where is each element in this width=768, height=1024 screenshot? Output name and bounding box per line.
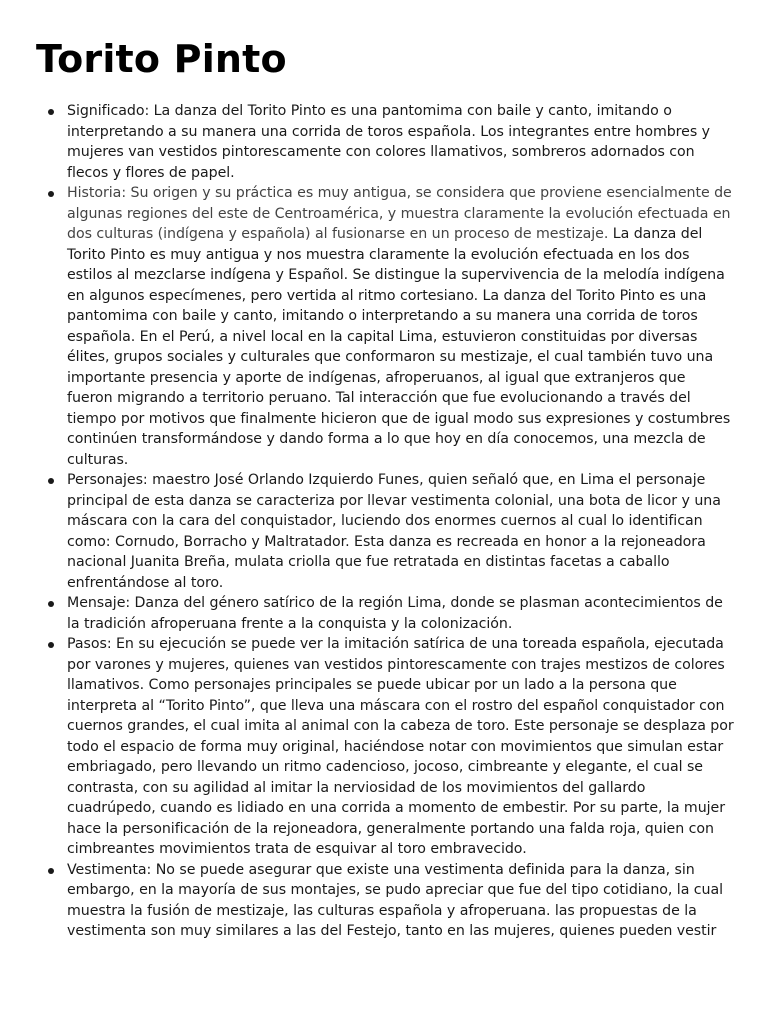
bullet-icon xyxy=(48,191,54,197)
bullet-icon xyxy=(48,642,54,648)
list-item-mensaje xyxy=(48,593,734,634)
list-item-text: Personajes: maestro José Orlando Izquierdo Funes, quien señaló que, en Lima el personaje principal de esta danza se caracteriza por llevar vestimenta colonial, una bota de licor y una máscara con la cara del conquistador, luciendo dos enormes cuernos al cual lo identifican como: Cornudo, Borracho y Maltratador. Esta danza es recreada en honor a la rejoneadora nacional Juanita Breña, mulata criolla que fue retratada en distintas facetas a caballo enfrentándose al toro. xyxy=(67,472,721,591)
list-item-text-history: La danza del Torito Pinto es muy antigua y nos muestra claramente la evolución efectuada en los dos estilos al mezclarse indígena y Español. Se distingue la supervivencia de la melodía indígena en algunos especímenes, pero vertida al ritmo cortesiano. La danza del Torito Pinto es una pantomima con baile y canto, imitando o interpretando a su manera una corrida de toros española. En el Perú, a nivel local en la capital Lima, estuvieron constituidas por diversas élites, grupos sociales y culturales que conformaron su mestizaje, el cual también tuvo una importante presencia y aporte de indígenas, afroperuanos, al igual que extranjeros que fueron migrando a territorio peruano. Tal interacción que fue evolucionando a través del tiempo por motivos que finalmente hicieron que de igual modo sus expresiones y costumbres continúen transformándose y dando forma a lo que hoy en día conocemos, una mezcla de culturas. xyxy=(67,226,731,468)
list-item-pasos xyxy=(48,634,734,860)
bullet-icon xyxy=(48,109,54,115)
bullet-list xyxy=(48,101,734,942)
bullet-icon xyxy=(48,601,54,607)
bullet-icon xyxy=(48,868,54,874)
list-item-text: Vestimenta: No se puede asegurar que existe una vestimenta definida para la danza, sin embargo, en la mayoría de sus montajes, se pudo apreciar que fue del tipo cotidiano, la cual muestra la fusión de mestizaje, las culturas española y afroperuana. las propuestas de la vestimenta son muy similares a las del Festejo, tanto en las mujeres, quienes pueden vestir xyxy=(67,861,724,939)
list-item-text: Mensaje: Danza del género satírico de la región Lima, donde se plasman acontecimientos de la tradición afroperuana frente a la conquista y la colonización. xyxy=(67,595,723,632)
page-title: Torito Pinto xyxy=(36,37,287,81)
list-item-historia xyxy=(48,183,734,470)
list-item-text-origin: Historia: Su origen y su práctica es muy antigua, se considera que proviene esencialmente de algunas regiones del este de Centroamérica, y muestra claramente la evolución efectuada en dos culturas (indígena y española) al fusionarse en un proceso de mestizaje. xyxy=(67,185,732,242)
list-item-text: Pasos: En su ejecución se puede ver la imitación satírica de una toreada española, ejecutada por varones y mujeres, quienes van vestidos pintorescamente con trajes mestizos de colores llamativos. Como personajes principales se puede ubicar por un lado a la persona que interpreta al “Torito Pinto”, que lleva una máscara con el rostro del español conquistador con cuernos grandes, el cual imita al animal con la cabeza de toro. Este personaje se desplaza por todo el espacio de forma muy original, haciéndose notar con movimientos que simulan estar embriagado, pero llevando un ritmo cadencioso, jocoso, cimbreante y elegante, el cual se contrasta, con su agilidad al imitar la nerviosidad de los movimientos del gallardo cuadrúpedo, cuando es lidiado en una corrida a momento de embestir. Por su parte, la mujer hace la personificación de la rejoneadora, generalmente portando una falda roja, quien con cimbreantes movimientos trata de esquivar al toro embravecido. xyxy=(67,636,734,857)
list-item-text: Significado: La danza del Torito Pinto es una pantomima con baile y canto, imitando o interpretando a su manera una corrida de toros española. Los integrantes entre hombres y mujeres van vestidos pintorescamente con colores llamativos, sombreros adornados con flecos y flores de papel. xyxy=(67,103,710,181)
bullet-icon xyxy=(48,478,54,484)
list-item-personajes xyxy=(48,470,734,593)
list-item-vestimenta xyxy=(48,860,734,942)
list-item-significado xyxy=(48,101,734,183)
